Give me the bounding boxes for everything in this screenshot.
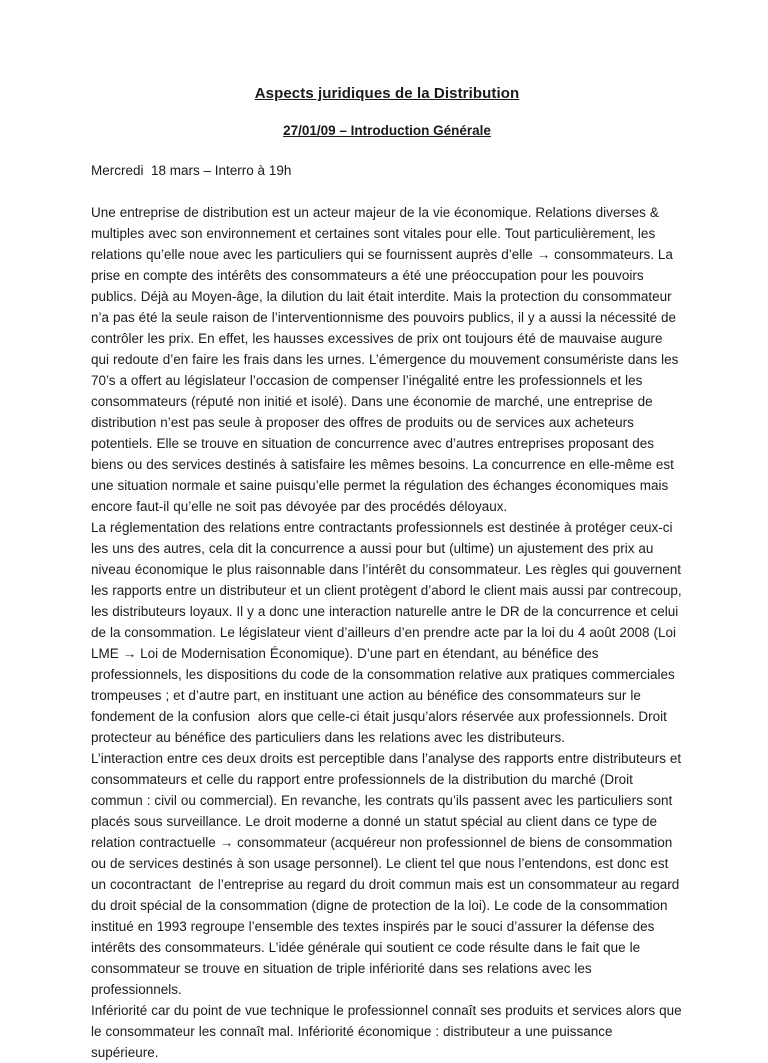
paragraph-4: Infériorité car du point de vue technique le professionnel connaît ses produits et services alors que le consommateur les connaît mal. Infériorité économique : distributeur a une puissance supérieure.: [91, 1003, 686, 1060]
paragraph-3: L’interaction entre ces deux droits est perceptible dans l’analyse des rapports entre distributeurs et consommateurs et celle du rapport entre professionnels de la distribution du marché (Droit commun : civil ou commercial). En revanche, les contrats qu’ils passent avec les particuliers sont placés sous surveillance. Le droit moderne a donné un statut spécial au client dans ce type de relation contractuelle → consommateur (acquéreur non professionnel de biens de consommation ou de services destinés à son usage personnel). Le client tel que nous l’entendons, est donc est un cocontractant de l’entreprise au regard du droit commun mais est un consommateur au regard du droit spécial de la consommation (digne de protection de la loi). Le code de la consommation institué en 1993 regroupe l’ensemble des textes inspirés par le souci d’assurer la défense des intérêts des consommateurs. L’idée générale qui soutient ce code résulte dans le fait que le consommateur se trouve en situation de triple infériorité dans ses relations avec les professionnels.: [91, 751, 686, 997]
document-subtitle: 27/01/09 – Introduction Générale: [283, 123, 491, 138]
paragraph-2: La réglementation des relations entre contractants professionnels est destinée à protéger ceux-ci les uns des autres, cela dit la concurrence a aussi pour but (ultime) un ajustement des prix au niveau économique le plus raisonnable dans l’intérêt du consommateur. Les règles qui gouvernent les rapports entre un distributeur et un client protègent d’abord le client mais aussi par contrecoup, les distributeurs loyaux. Il y a donc une interaction naturelle antre le DR de la concurrence et celui de la consommation. Le législateur vient d’ailleurs d’en prendre acte par la loi du 4 août 2008 (Loi LME → Loi de Modernisation Économique). D’une part en étendant, au bénéfice des professionnels, les dispositions du code de la consommation relative aux pratiques commerciales trompeuses ; et d’autre part, en instituant une action au bénéfice des consommateurs sur le fondement de la confusion alors que celle-ci était jusqu’alors réservée aux professionnels. Droit protecteur au bénéfice des particuliers dans les relations avec les distributeurs.: [91, 520, 686, 745]
date-line: Mercredi 18 mars – Interro à 19h: [91, 163, 292, 178]
document-title: Aspects juridiques de la Distribution: [254, 85, 520, 102]
document-body: [91, 202, 686, 1063]
paragraph-1: Une entreprise de distribution est un acteur majeur de la vie économique. Relations diverses & multiples avec son environnement et certaines sont vitales pour elle. Tout particulièrement, les relations qu’elle noue avec les particuliers qui se fournissent auprès d’elle → consommateurs. La prise en compte des intérêts des consommateurs a été une préoccupation pour les pouvoirs publics. Déjà au Moyen-âge, la dilution du lait était interdite. Mais la protection du consommateur n’a pas été la seule raison de l’interventionnisme des pouvoirs publics, il y a aussi la nécessité de contrôler les prix. En effet, les hausses excessives de prix ont toujours été de mauvaise augure qui redoute d’en faire les frais dans les urnes. L’émergence du mouvement consumériste dans les 70’s a offert au législateur l’occasion de compenser l’inégalité entre les professionnels et les consommateurs (réputé non initié et isolé). Dans une économie de marché, une entreprise de distribution n’est pas seule à proposer des offres de produits ou de services aux acheteurs potentiels. Elle se trouve en situation de concurrence avec d’autres entreprises proposant des biens ou des services destinés à satisfaire les mêmes besoins. La concurrence en elle-même est une situation normale et saine puisqu’elle permet la régulation des échanges économiques mais encore faut-il qu’elle ne soit pas dévoyée par des procédés déloyaux.: [91, 205, 683, 514]
